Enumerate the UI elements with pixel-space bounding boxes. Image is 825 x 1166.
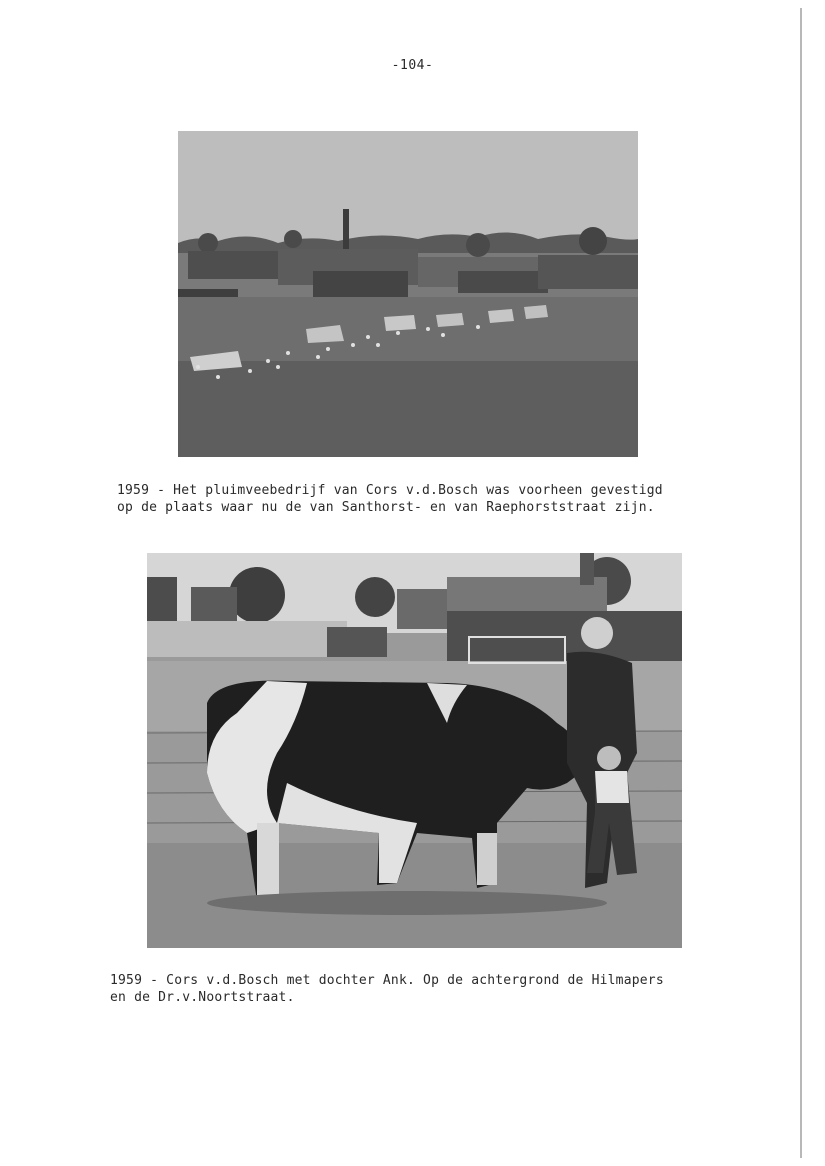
- photo-poultry-farm: [178, 131, 638, 457]
- poultry-farm-image: [178, 131, 638, 457]
- photo-cow-portrait: [147, 553, 682, 948]
- caption-line: 1959 - Cors v.d.Bosch met dochter Ank. Op de achtergrond de Hilmapers: [110, 973, 664, 988]
- cow-portrait-image: [147, 553, 682, 948]
- caption-line: 1959 - Het pluimveebedrijf van Cors v.d.Bosch was voorheen gevestigd: [117, 483, 663, 498]
- caption-line: en de Dr.v.Noortstraat.: [110, 990, 295, 1005]
- page-number: -104-: [391, 58, 434, 73]
- caption-line: op de plaats waar nu de van Santhorst- en van Raephorststraat zijn.: [117, 500, 655, 515]
- caption-poultry-farm: [117, 482, 663, 516]
- caption-cow-portrait: [110, 972, 664, 1006]
- page-edge: [800, 8, 802, 1158]
